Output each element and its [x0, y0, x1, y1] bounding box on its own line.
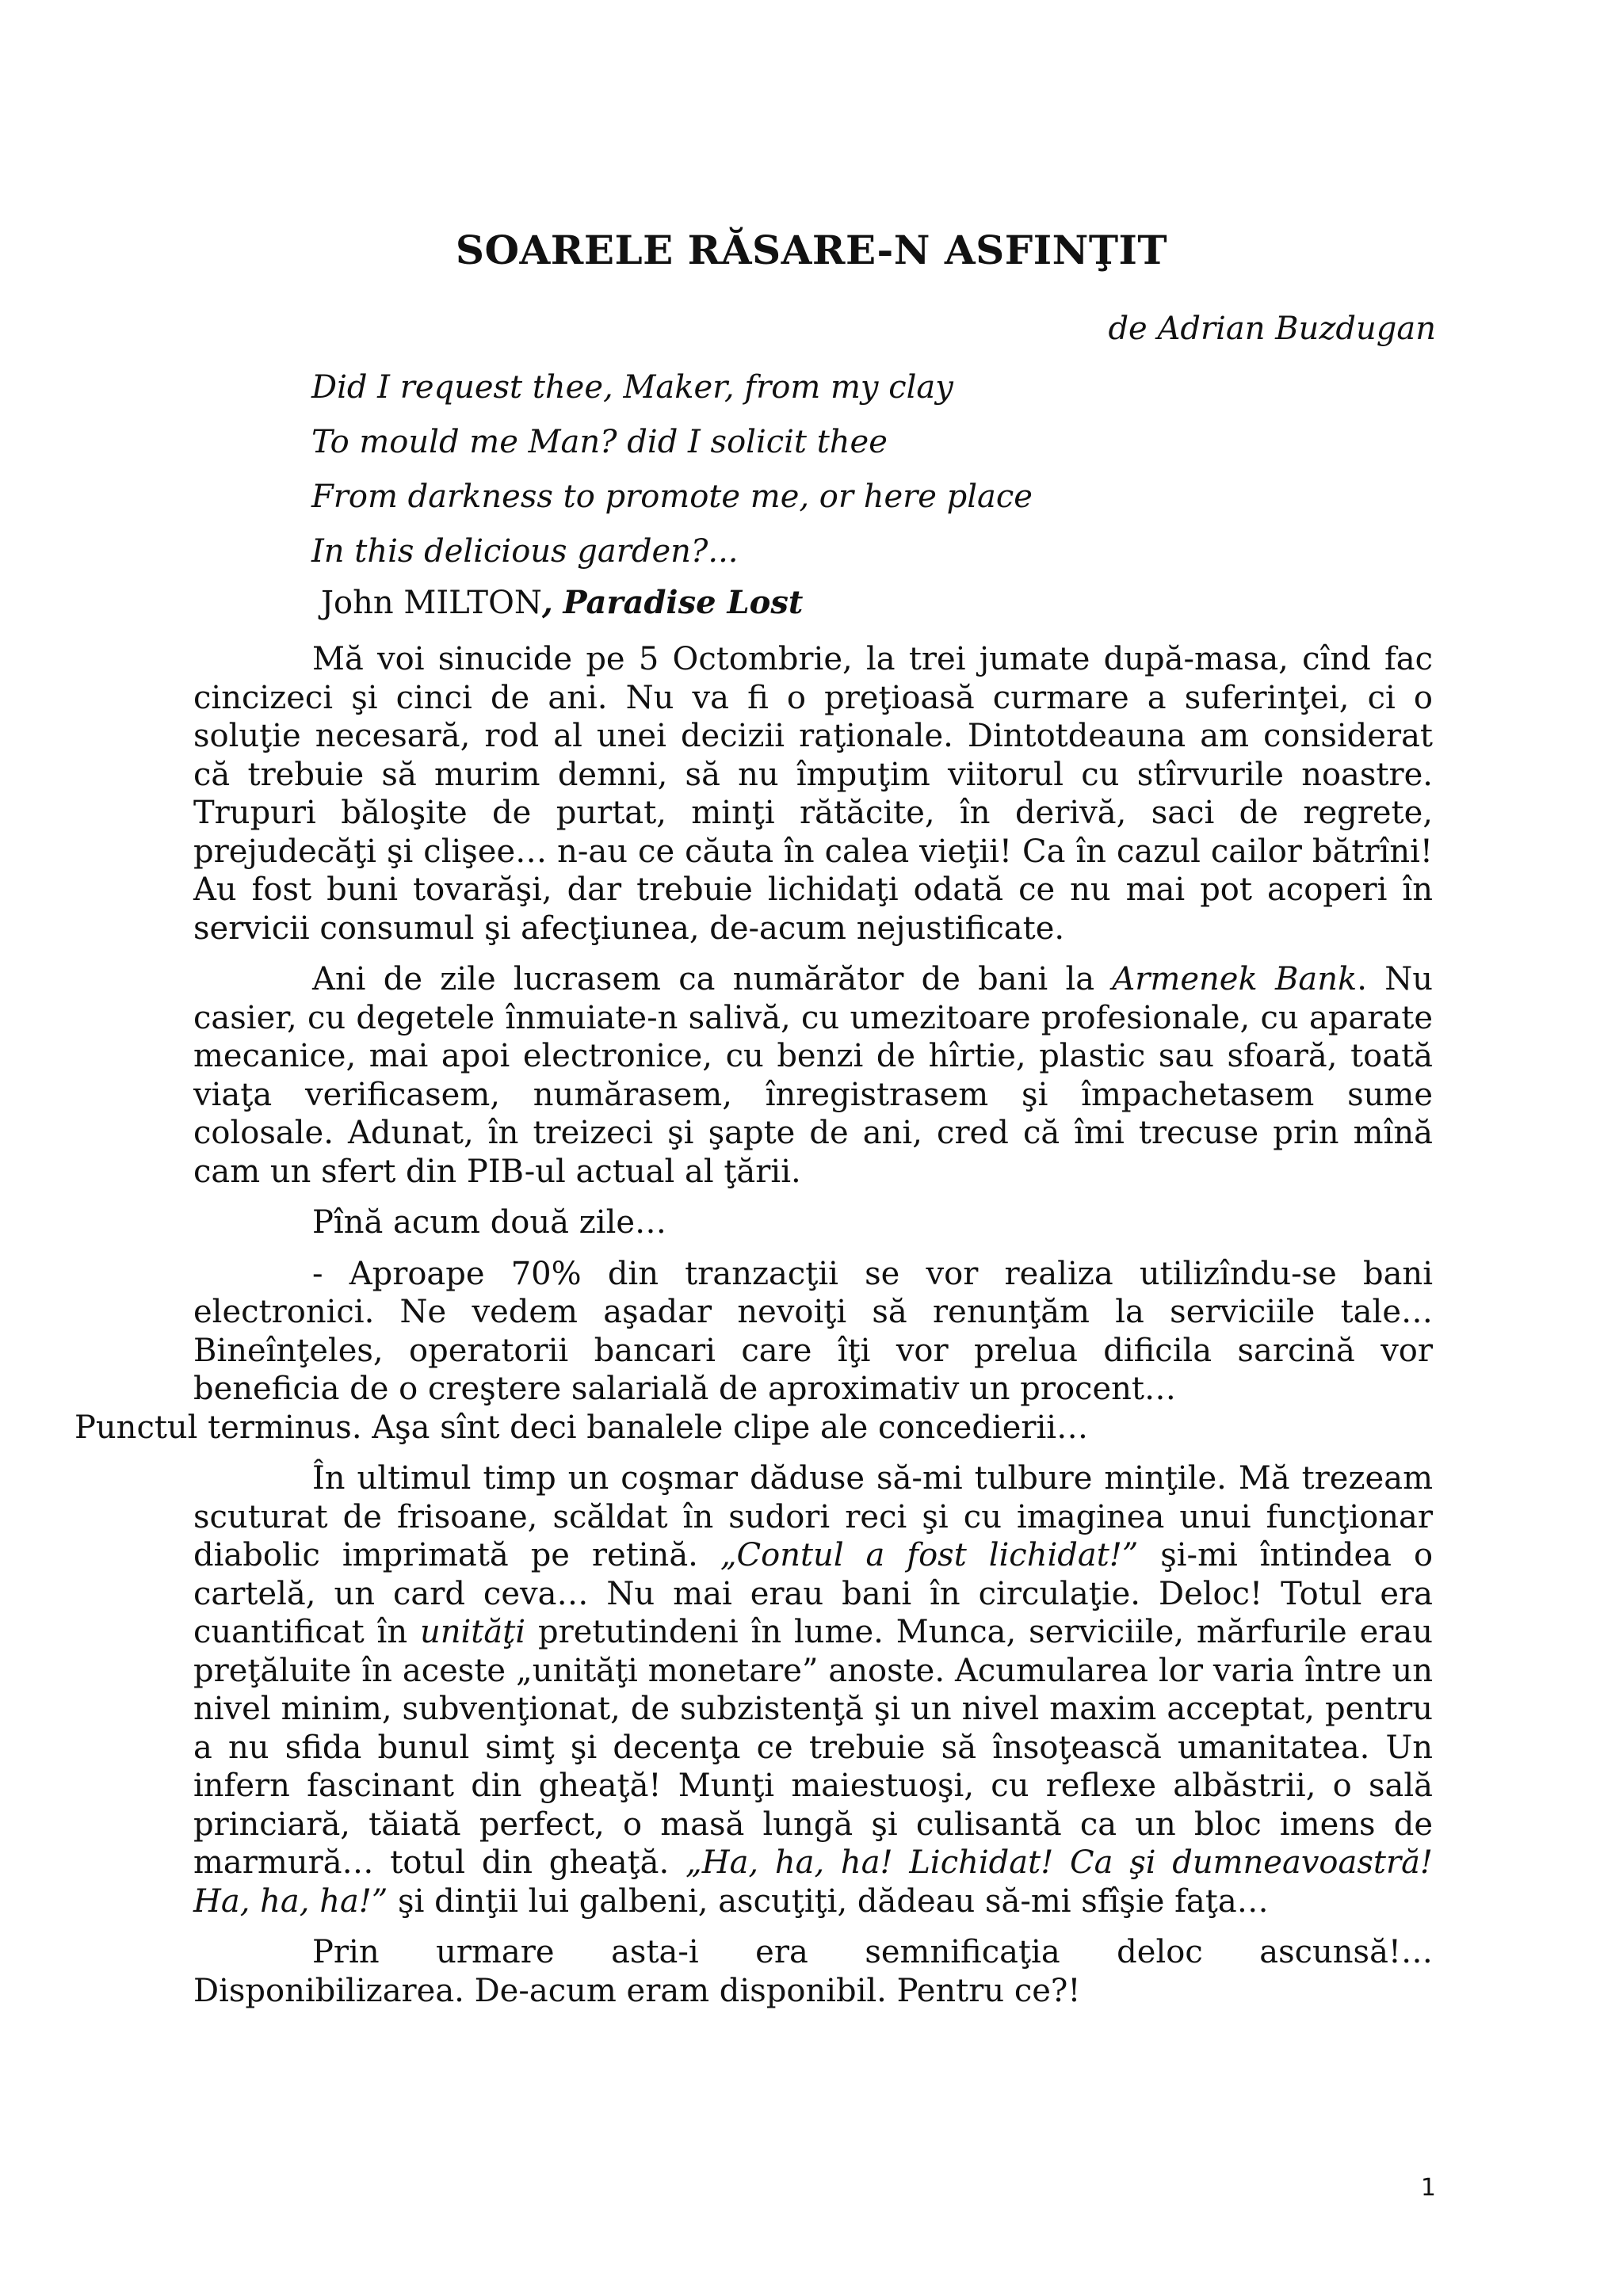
page-number: 1 [1420, 2174, 1436, 2202]
quoted-speech: „Ha, ha, ha! Lichidat! Ca şi dumneavoastră! Ha, ha, ha!” [193, 1844, 1433, 1920]
quoted-speech: „Contul a fost lichidat!” [720, 1537, 1139, 1573]
dialogue-text: - Aproape 70% din tranzacţii se vor realiza utilizîndu-se bani electronici. Ne vedem aşadar nevoiţi să renunţăm la serviciile tale… Bineînţeles, operatorii bancari care îţi vor prelua dificila sarcină vor beneficia de o creştere salarială de aproximativ un procent… [193, 1255, 1433, 1407]
epigraph-line: To mould me Man? did I solicit thee [311, 424, 888, 460]
epigraph-author: John MILTON [321, 585, 542, 621]
epigraph-attribution [321, 584, 803, 621]
epigraph [311, 366, 1033, 585]
paragraph: Pînă acum două zile… [312, 1204, 667, 1241]
paragraph-text: Ani de zile lucrasem ca numărător de bani la [312, 961, 1113, 997]
bank-name: Armenek Bank [1112, 961, 1358, 997]
epigraph-separator: , [541, 584, 553, 621]
epigraph-line: From darkness to promote me, or here place [311, 479, 1033, 515]
paragraph-text: şi-mi întindea o cartelă, un card ceva… Nu mai erau bani în circulaţie. Deloc! Totul era cuantificat în [193, 1537, 1434, 1650]
paragraph-text: şi dinţii lui galbeni, ascuţiţi, dădeau să-mi sfîşie faţa… [388, 1882, 1269, 1920]
dialogue-text: Punctul terminus. Aşa sînt deci banalele clipe ale concedierii… [74, 1409, 1089, 1446]
paragraph-text: pretutindeni în lume. Munca, serviciile, mărfurile erau preţăluite în aceste „unităţi monetare” anoste. Acumularea lor varia între un nivel minim, subvenţionat, de subzistenţă şi un nivel maxim acceptat, pentru a nu sfida bunul simţ şi decenţa ce trebuie să însoţească umanitatea. Un infern fascinant din gheaţă! Munţi maiestuoşi, cu reflexe albăstrii, o sală princiară, tăiată perfect, o masă lungă şi culisantă ca un bloc imens de marmură… totul din gheaţă. [193, 1614, 1433, 1881]
page-title: SOARELE RĂSARE-N ASFINŢIT [455, 227, 1168, 273]
paragraph: Mă voi sinucide pe 5 Octombrie, la trei jumate după-masa, cînd fac cincizeci şi cinci de ani. Nu va fi o preţioasă curmare a suferinţei, ci o soluţie necesară, rod al unei decizii raţionale. Dintotdeauna am considerat că trebuie să murim demni, să nu împuţim viitorul cu stîrvurile noastre. Trupuri băloşite de purtat, minţi rătăcite, în derivă, saci de regrete, prejudecăţi şi clişee… n-au ce căuta în calea vieţii! Ca în cazul cailor bătrîni! Au fost buni tovarăşi, dar trebuie lichidaţi odată ce nu mai pot acoperi în servicii consumul şi afecţiunea, de-acum nejustificate. [193, 641, 1433, 947]
paragraph [193, 960, 1433, 1191]
paragraph-text: În ultimul timp un coşmar dăduse să-mi tulbure minţile. Mă trezeam scuturat de frisoane, scăldat în sudori reci şi cu imaginea unui funcţionar diabolic imprimată pe retină. [193, 1460, 1433, 1573]
paragraph [74, 1255, 1433, 1447]
paragraph-text: . Nu casier, cu degetele înmuiate-n salivă, cu umezitoare profesionale, cu aparate mecanice, mai apoi electronice, cu benzi de hîrtie, plastic sau sfoară, toată viaţa verificasem, numărasem, înregistrasem şi împachetasem sume colosale. Adunat, în treizeci şi şapte de ani, cred că îmi trecuse prin mînă cam un sfert din PIB-ul actual al ţării. [193, 961, 1433, 1190]
epigraph-line: In this delicious garden?... [311, 533, 739, 570]
epigraph-line: Did I request thee, Maker, from my clay [311, 369, 953, 406]
emphasis: unităţi [419, 1614, 526, 1650]
paragraph: Prin urmare asta-i era semnificaţia deloc ascunsă!… Disponibilizarea. De-acum eram disponibil. Pentru ce?! [193, 1934, 1433, 2009]
author-byline: de Adrian Buzdugan [1108, 311, 1436, 347]
paragraph [193, 1459, 1433, 1920]
body-text [74, 640, 1434, 2023]
epigraph-work-title: Paradise Lost [563, 584, 804, 621]
